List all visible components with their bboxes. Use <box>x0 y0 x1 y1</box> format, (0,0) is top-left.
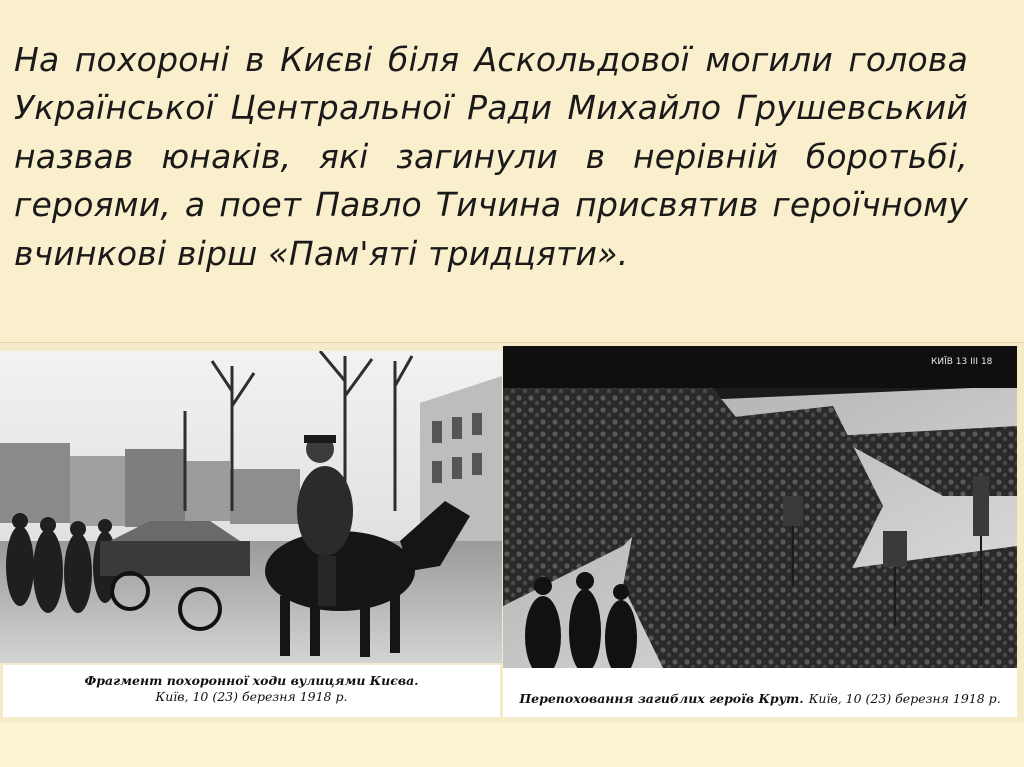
funeral-procession-photo <box>0 351 502 663</box>
reburial-crowd-photo <box>503 346 1017 668</box>
caption-right <box>503 668 1017 717</box>
caption-right-date: Київ, 10 (23) березня 1918 р. <box>808 691 1001 706</box>
caption-left <box>3 665 500 717</box>
caption-right-title: Перепоховання загиблих героїв Крут. <box>519 691 804 706</box>
caption-left-date: Київ, 10 (23) березня 1918 р. <box>155 689 348 704</box>
caption-left-title: Фрагмент похоронної ходи вулицями Києва. <box>84 673 419 688</box>
body-paragraph: На похороні в Києві біля Аскольдової могили голова Української Центральної Ради Михайло Грушевський назвав юнаків, які загинули в нерівній боротьбі, героями, а поет Павло Тичина присвятив героїчному вчинкові вірш «Пам'яті тридцяти». <box>14 40 968 273</box>
text-box <box>0 0 1024 343</box>
photo-stamp: КИЇВ 13 III 18 <box>931 357 993 367</box>
